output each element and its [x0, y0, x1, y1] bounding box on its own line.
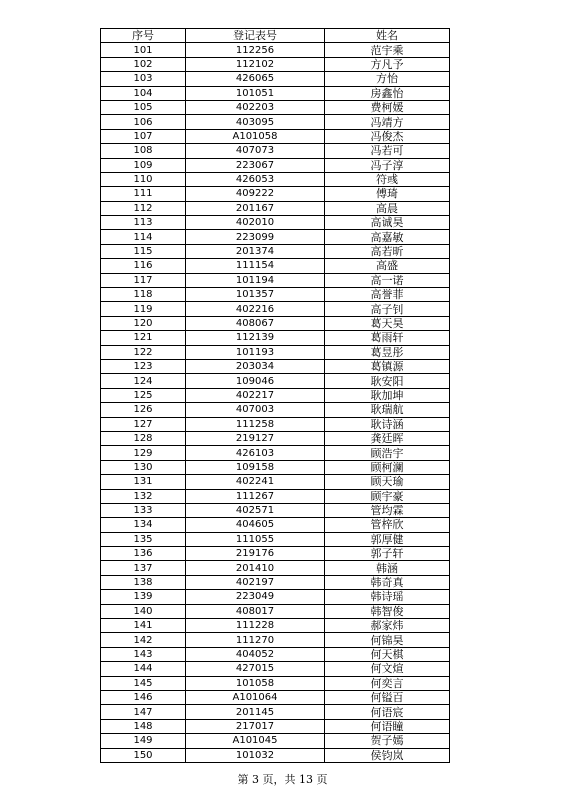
registration-number-cell: 101194 — [186, 273, 325, 287]
name-cell: 郝家炜 — [325, 619, 450, 633]
name-cell: 费柯媛 — [325, 100, 450, 114]
table-row — [101, 532, 450, 546]
header-name: 姓名 — [325, 29, 450, 43]
serial-number-cell: 136 — [101, 547, 186, 561]
serial-number-cell: 102 — [101, 57, 186, 71]
serial-number-cell: 114 — [101, 230, 186, 244]
registration-number-cell: 201167 — [186, 201, 325, 215]
serial-number-cell: 144 — [101, 662, 186, 676]
registration-number-cell: 101357 — [186, 288, 325, 302]
name-cell: 何奕言 — [325, 676, 450, 690]
name-cell: 郭子轩 — [325, 547, 450, 561]
registration-number-cell: 407073 — [186, 144, 325, 158]
registration-number-cell: 112102 — [186, 57, 325, 71]
registration-number-cell: 101051 — [186, 86, 325, 100]
serial-number-cell: 143 — [101, 647, 186, 661]
serial-number-cell: 113 — [101, 216, 186, 230]
serial-number-cell: 119 — [101, 302, 186, 316]
table-row — [101, 43, 450, 57]
serial-number-cell: 138 — [101, 575, 186, 589]
registration-number-cell: 407003 — [186, 403, 325, 417]
serial-number-cell: 111 — [101, 187, 186, 201]
serial-number-cell: 108 — [101, 144, 186, 158]
registration-number-cell: 223099 — [186, 230, 325, 244]
table-row — [101, 230, 450, 244]
name-cell: 冯子淳 — [325, 158, 450, 172]
registration-number-cell: 404052 — [186, 647, 325, 661]
table-row — [101, 216, 450, 230]
name-cell: 何天棋 — [325, 647, 450, 661]
table-row — [101, 446, 450, 460]
serial-number-cell: 116 — [101, 259, 186, 273]
table-row — [101, 676, 450, 690]
table-row — [101, 302, 450, 316]
name-cell: 侯钧岚 — [325, 748, 450, 762]
name-cell: 冯俊杰 — [325, 129, 450, 143]
name-cell: 范宇乘 — [325, 43, 450, 57]
name-cell: 何语瞳 — [325, 719, 450, 733]
registration-number-cell: 426065 — [186, 72, 325, 86]
table-body — [101, 43, 450, 763]
table-row — [101, 359, 450, 373]
serial-number-cell: 120 — [101, 316, 186, 330]
name-cell: 高晨 — [325, 201, 450, 215]
name-cell: 傅琦 — [325, 187, 450, 201]
registration-number-cell: 408017 — [186, 604, 325, 618]
serial-number-cell: 148 — [101, 719, 186, 733]
serial-number-cell: 146 — [101, 690, 186, 704]
table-row — [101, 144, 450, 158]
registration-number-cell: 109046 — [186, 374, 325, 388]
serial-number-cell: 131 — [101, 475, 186, 489]
name-cell: 何文煊 — [325, 662, 450, 676]
serial-number-cell: 128 — [101, 431, 186, 445]
table-row — [101, 57, 450, 71]
registration-number-cell: 111270 — [186, 633, 325, 647]
registration-number-cell: 111055 — [186, 532, 325, 546]
name-cell: 高嘉敏 — [325, 230, 450, 244]
table-row — [101, 244, 450, 258]
registration-number-cell: 402010 — [186, 216, 325, 230]
registration-number-cell: 101058 — [186, 676, 325, 690]
table-row — [101, 316, 450, 330]
table-row — [101, 662, 450, 676]
name-cell: 顾天瑜 — [325, 475, 450, 489]
serial-number-cell: 115 — [101, 244, 186, 258]
serial-number-cell: 147 — [101, 705, 186, 719]
table-row — [101, 619, 450, 633]
table-row — [101, 547, 450, 561]
serial-number-cell: 140 — [101, 604, 186, 618]
table-row — [101, 100, 450, 114]
table-row — [101, 72, 450, 86]
serial-number-cell: 127 — [101, 417, 186, 431]
table-row — [101, 374, 450, 388]
table-row — [101, 403, 450, 417]
name-cell: 高诚昊 — [325, 216, 450, 230]
registration-number-cell: 408067 — [186, 316, 325, 330]
name-cell: 韩奇真 — [325, 575, 450, 589]
registration-number-cell: 201145 — [186, 705, 325, 719]
table-row — [101, 187, 450, 201]
registration-number-cell: 426103 — [186, 446, 325, 460]
name-cell: 顾柯澜 — [325, 460, 450, 474]
table-row — [101, 158, 450, 172]
serial-number-cell: 133 — [101, 503, 186, 517]
registration-number-cell: 111258 — [186, 417, 325, 431]
registration-number-cell: 109158 — [186, 460, 325, 474]
name-cell: 耿瑞航 — [325, 403, 450, 417]
serial-number-cell: 109 — [101, 158, 186, 172]
name-cell: 葛雨轩 — [325, 331, 450, 345]
page-footer: 第 3 页，共 13 页 — [237, 773, 328, 786]
name-cell: 耿加坤 — [325, 388, 450, 402]
table-row — [101, 345, 450, 359]
name-cell: 顾宇豪 — [325, 489, 450, 503]
registration-number-cell: 112256 — [186, 43, 325, 57]
table-row — [101, 518, 450, 532]
name-cell: 管梓欣 — [325, 518, 450, 532]
serial-number-cell: 101 — [101, 43, 186, 57]
table-row — [101, 331, 450, 345]
table-row — [101, 561, 450, 575]
header-serial-number: 序号 — [101, 29, 186, 43]
registration-number-cell: 111267 — [186, 489, 325, 503]
registration-number-cell: 403095 — [186, 115, 325, 129]
registration-number-cell: 402217 — [186, 388, 325, 402]
serial-number-cell: 125 — [101, 388, 186, 402]
name-cell: 何镒百 — [325, 690, 450, 704]
registration-number-cell: 217017 — [186, 719, 325, 733]
registration-number-cell: 101032 — [186, 748, 325, 762]
serial-number-cell: 112 — [101, 201, 186, 215]
name-cell: 何锦昊 — [325, 633, 450, 647]
name-cell: 韩诗瑶 — [325, 590, 450, 604]
name-cell: 郭厚健 — [325, 532, 450, 546]
table-row — [101, 734, 450, 748]
serial-number-cell: 126 — [101, 403, 186, 417]
header-registration-number: 登记表号 — [186, 29, 325, 43]
registration-number-cell: 426053 — [186, 172, 325, 186]
table-row — [101, 259, 450, 273]
table-row — [101, 503, 450, 517]
name-cell: 葛昱彤 — [325, 345, 450, 359]
registration-number-cell: 402197 — [186, 575, 325, 589]
name-cell: 贺子嫣 — [325, 734, 450, 748]
registration-number-cell: 203034 — [186, 359, 325, 373]
name-cell: 耿安阳 — [325, 374, 450, 388]
serial-number-cell: 124 — [101, 374, 186, 388]
table-row — [101, 86, 450, 100]
table-row — [101, 431, 450, 445]
name-cell: 冯若可 — [325, 144, 450, 158]
registration-number-cell: A101064 — [186, 690, 325, 704]
serial-number-cell: 123 — [101, 359, 186, 373]
table-row — [101, 475, 450, 489]
table-row — [101, 690, 450, 704]
registration-number-cell: 112139 — [186, 331, 325, 345]
name-cell: 冯靖方 — [325, 115, 450, 129]
serial-number-cell: 149 — [101, 734, 186, 748]
name-cell: 龚廷晖 — [325, 431, 450, 445]
table-row — [101, 288, 450, 302]
registration-number-cell: 427015 — [186, 662, 325, 676]
table-row — [101, 719, 450, 733]
registration-number-cell: A101045 — [186, 734, 325, 748]
registration-number-cell: 223067 — [186, 158, 325, 172]
serial-number-cell: 104 — [101, 86, 186, 100]
serial-number-cell: 129 — [101, 446, 186, 460]
registration-table — [100, 28, 450, 763]
serial-number-cell: 110 — [101, 172, 186, 186]
serial-number-cell: 121 — [101, 331, 186, 345]
name-cell: 高子钊 — [325, 302, 450, 316]
registration-number-cell: 219127 — [186, 431, 325, 445]
name-cell: 韩智俊 — [325, 604, 450, 618]
serial-number-cell: 145 — [101, 676, 186, 690]
name-cell: 高誉菲 — [325, 288, 450, 302]
name-cell: 何语宸 — [325, 705, 450, 719]
registration-number-cell: 402203 — [186, 100, 325, 114]
serial-number-cell: 130 — [101, 460, 186, 474]
registration-number-cell: 111228 — [186, 619, 325, 633]
table-row — [101, 647, 450, 661]
serial-number-cell: 105 — [101, 100, 186, 114]
serial-number-cell: 137 — [101, 561, 186, 575]
registration-number-cell: 111154 — [186, 259, 325, 273]
name-cell: 高若昕 — [325, 244, 450, 258]
name-cell: 方怡 — [325, 72, 450, 86]
table-row — [101, 115, 450, 129]
serial-number-cell: 132 — [101, 489, 186, 503]
name-cell: 符彧 — [325, 172, 450, 186]
table-row — [101, 705, 450, 719]
registration-number-cell: 101193 — [186, 345, 325, 359]
name-cell: 耿诗涵 — [325, 417, 450, 431]
table-row — [101, 172, 450, 186]
table-row — [101, 129, 450, 143]
serial-number-cell: 106 — [101, 115, 186, 129]
serial-number-cell: 135 — [101, 532, 186, 546]
table-row — [101, 489, 450, 503]
serial-number-cell: 117 — [101, 273, 186, 287]
registration-number-cell: 201374 — [186, 244, 325, 258]
name-cell: 高一诺 — [325, 273, 450, 287]
name-cell: 葛镇源 — [325, 359, 450, 373]
table-row — [101, 633, 450, 647]
table-row — [101, 388, 450, 402]
table-row — [101, 748, 450, 762]
serial-number-cell: 118 — [101, 288, 186, 302]
serial-number-cell: 122 — [101, 345, 186, 359]
table-row — [101, 417, 450, 431]
registration-number-cell: 409222 — [186, 187, 325, 201]
registration-number-cell: 404605 — [186, 518, 325, 532]
name-cell: 方凡予 — [325, 57, 450, 71]
name-cell: 高盛 — [325, 259, 450, 273]
registration-number-cell: 201410 — [186, 561, 325, 575]
table-row — [101, 460, 450, 474]
serial-number-cell: 150 — [101, 748, 186, 762]
name-cell: 房鑫怡 — [325, 86, 450, 100]
serial-number-cell: 142 — [101, 633, 186, 647]
table-row — [101, 590, 450, 604]
registration-number-cell: A101058 — [186, 129, 325, 143]
registration-number-cell: 402216 — [186, 302, 325, 316]
serial-number-cell: 103 — [101, 72, 186, 86]
table-row — [101, 201, 450, 215]
serial-number-cell: 107 — [101, 129, 186, 143]
registration-number-cell: 402571 — [186, 503, 325, 517]
registration-number-cell: 402241 — [186, 475, 325, 489]
table-row — [101, 273, 450, 287]
serial-number-cell: 141 — [101, 619, 186, 633]
name-cell: 韩涵 — [325, 561, 450, 575]
header-row — [101, 29, 450, 43]
name-cell: 管均霖 — [325, 503, 450, 517]
registration-number-cell: 223049 — [186, 590, 325, 604]
serial-number-cell: 139 — [101, 590, 186, 604]
serial-number-cell: 134 — [101, 518, 186, 532]
table-row — [101, 575, 450, 589]
name-cell: 葛天昊 — [325, 316, 450, 330]
table-row — [101, 604, 450, 618]
name-cell: 顾浩宇 — [325, 446, 450, 460]
registration-number-cell: 219176 — [186, 547, 325, 561]
